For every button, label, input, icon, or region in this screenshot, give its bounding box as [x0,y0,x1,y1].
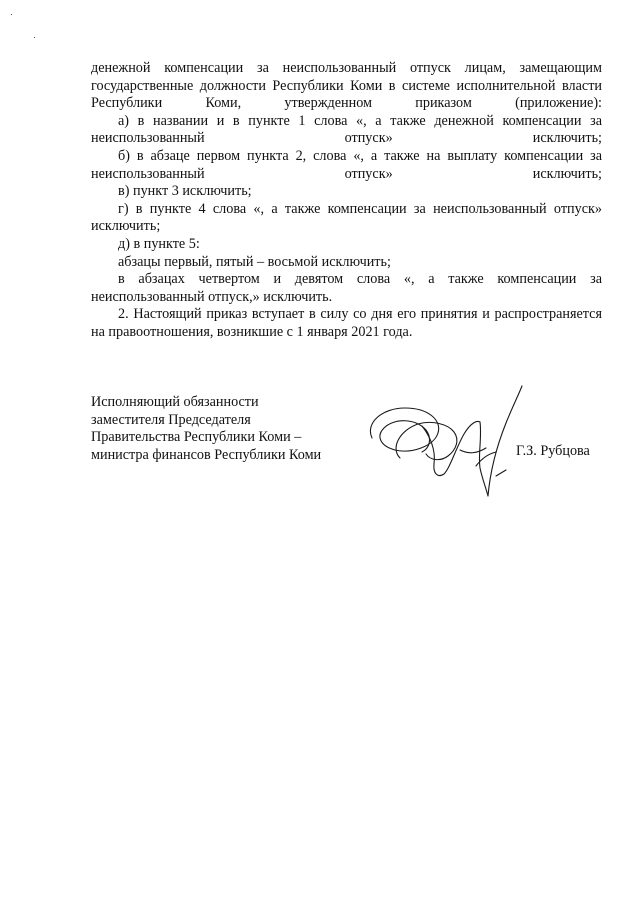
signatory-title [91,394,321,464]
paragraph: 2. Настоящий приказ вступает в силу со дня его принятия и распространяется на правоотношения, возникшие с 1 января 2021 года. [91,306,602,340]
paragraph: денежной компенсации за неиспользованный отпуск лицам, замещающим государственные должности Республики Коми в системе исполнительной власти Республики Коми, утвержденном приказом (приложение): [91,60,602,112]
signatory-title-line: Правительства Республики Коми – [91,429,302,446]
document-body [91,60,602,342]
paragraph: д) в пункте 5: [118,235,200,252]
scan-speck [34,37,35,38]
scan-speck [11,14,12,15]
signatory-title-line: заместителя Председателя [91,411,251,428]
paragraph: б) в абзаце первом пункта 2, слова «, а также на выплату компенсации за неиспользованный отпуск» исключить; [91,147,602,182]
paragraph: а) в названии и в пункте 1 слова «, а также денежной компенсации за неиспользованный отпуск» исключить; [91,112,602,147]
paragraph: в абзацах четвертом и девятом слова «, а также компенсации за неиспользованный отпуск,» исключить. [91,271,602,305]
paragraph: в) пункт 3 исключить; [118,183,252,200]
paragraph: г) в пункте 4 слова «, а также компенсации за неиспользованный отпуск» исключить; [91,200,602,235]
paragraph: абзацы первый, пятый – восьмой исключить; [118,253,391,270]
signatory-name: Г.З. Рубцова [516,443,590,459]
signatory-title-line: Исполняющий обязанности [91,394,259,410]
signatory-title-line: министра финансов Республики Коми [91,446,322,463]
handwritten-signature [360,378,530,503]
